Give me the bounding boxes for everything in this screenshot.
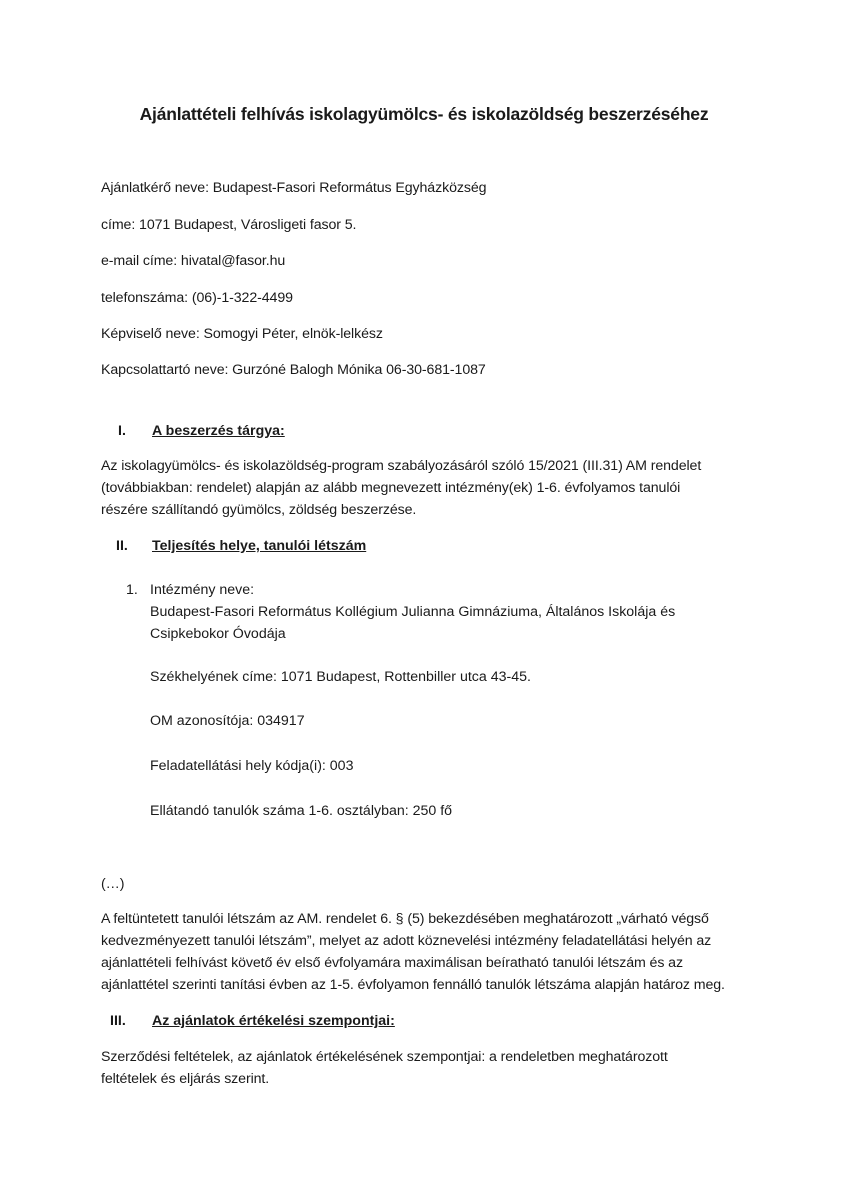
section-3-paragraph-line: Szerződési feltételek, az ajánlatok értékelésének szempontjai: a rendeletben meghatározott (101, 1049, 668, 1065)
section-1-number: I. (118, 423, 126, 439)
section-2-paragraph-line: kedvezményezett tanulói létszám”, melyet az adott köznevelési intézmény feladatellátási helyén az (101, 933, 712, 949)
institution-seat-address: Székhelyének címe: 1071 Budapest, Rottenbiller utca 43-45. (150, 669, 531, 685)
institution-students: Ellátandó tanulók száma 1-6. osztályban: 250 fő (150, 803, 453, 819)
requester-address: címe: 1071 Budapest, Városligeti fasor 5. (101, 217, 357, 233)
section-1-paragraph-line: Az iskolagyümölcs- és iskolazöldség-program szabályozásáról szóló 15/2021 (III.31) AM rendelet (101, 458, 702, 474)
section-1-title: A beszerzés tárgya: (152, 423, 285, 439)
section-1-paragraph-line: részére szállítandó gyümölcs, zöldség beszerzése. (101, 502, 417, 518)
institution-om-id: OM azonosítója: 034917 (150, 713, 305, 729)
section-2-number: II. (116, 538, 128, 554)
document-title: Ajánlattételi felhívás iskolagyümölcs- és iskolazöldség beszerzéséhez (139, 104, 709, 124)
section-3-number: III. (110, 1013, 126, 1029)
requester-contact: Kapcsolattartó neve: Gurzóné Balogh Mónika 06-30-681-1087 (101, 362, 486, 378)
section-2-paragraph-line: A feltüntetett tanulói létszám az AM. rendelet 6. § (5) bekezdésében meghatározott „várható végső (101, 911, 709, 927)
section-2-title: Teljesítés helye, tanulói létszám (152, 538, 367, 554)
section-2-paragraph-line: ajánlattételi felhívást követő év első évfolyamára maximálisan beíratható tanulói létszám és az (101, 955, 683, 971)
requester-representative: Képviselő neve: Somogyi Péter, elnök-lelkész (101, 326, 383, 342)
institution-site-code: Feladatellátási hely kódja(i): 003 (150, 758, 354, 774)
institution-name-line: Csipkebokor Óvodája (150, 626, 286, 642)
section-2-paragraph-line: ajánlattétel szerinti tanítási évben az 1-5. évfolyamon fennálló tanulók létszáma alapján határoz meg. (101, 977, 725, 993)
section-1-paragraph-line: (továbbiakban: rendelet) alapján az alább megnevezett intézmény(ek) 1-6. évfolyamos tanulói (101, 480, 681, 496)
requester-phone: telefonszáma: (06)-1-322-4499 (101, 290, 293, 306)
institution-label: Intézmény neve: (150, 582, 255, 598)
requester-email: e-mail címe: hivatal@fasor.hu (101, 253, 286, 269)
ellipsis: (…) (101, 876, 125, 892)
institution-list-number: 1. (126, 582, 138, 598)
requester-name: Ajánlatkérő neve: Budapest-Fasori Református Egyházközség (101, 180, 487, 196)
institution-name-line: Budapest-Fasori Református Kollégium Julianna Gimnáziuma, Általános Iskolája és (150, 604, 676, 620)
section-3-title: Az ajánlatok értékelési szempontjai: (152, 1013, 395, 1029)
section-3-paragraph-line: feltételek és eljárás szerint. (101, 1071, 270, 1087)
